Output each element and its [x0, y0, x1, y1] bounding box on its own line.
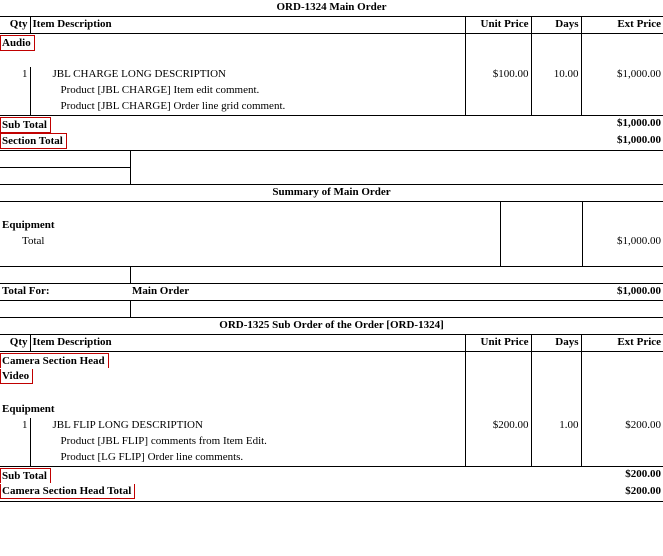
sub-order-header-row — [0, 335, 663, 352]
line-comment: Product [JBL CHARGE] Item edit comment. — [30, 83, 465, 99]
line-comment: Product [JBL FLIP] comments from Item Edit. — [30, 434, 465, 450]
section-total-value: $1,000.00 — [581, 133, 663, 151]
section-total-row — [0, 133, 663, 151]
main-order-group-row — [0, 34, 663, 52]
summary-group-row — [0, 218, 663, 234]
sub-order-equipment-row — [0, 402, 663, 418]
column-header-ext-price: Ext Price — [581, 17, 663, 34]
total-for-row — [0, 284, 663, 301]
spacer-row — [0, 301, 663, 318]
camera-section-head-total-label: Camera Section Head Total — [0, 484, 135, 499]
camera-section-head-label: Camera Section Head — [0, 353, 109, 368]
comment-row — [0, 434, 663, 450]
sub-total-value: $1,000.00 — [617, 117, 661, 129]
line-days: 1.00 — [531, 418, 581, 434]
line-ext-price: $1,000.00 — [581, 67, 663, 83]
sub-total-row — [0, 467, 663, 485]
total-for-value: $1,000.00 — [582, 284, 663, 301]
spacer-row — [0, 202, 663, 219]
main-order-title: ORD-1324 Main Order — [0, 0, 663, 17]
column-header-qty: Qty — [0, 335, 30, 352]
sub-total-row — [0, 116, 663, 134]
comment-row — [0, 99, 663, 116]
line-comment: Product [JBL CHARGE] Order line grid comment. — [30, 99, 465, 116]
sub-order-title-row — [0, 318, 663, 335]
summary-title: Summary of Main Order — [0, 185, 663, 202]
line-qty: 1 — [22, 419, 28, 431]
line-days: 10.00 — [531, 67, 581, 83]
sub-order-equipment-label: Equipment — [2, 403, 55, 415]
line-unit-price: $100.00 — [465, 67, 531, 83]
sub-order-title: ORD-1325 Sub Order of the Order [ORD-1324] — [0, 318, 663, 335]
total-for-block — [0, 267, 663, 318]
spacer-row — [0, 386, 663, 402]
camera-section-head-row — [0, 352, 663, 370]
summary-row-value: $1,000.00 — [617, 235, 662, 247]
total-for-label: Total For: — [0, 284, 130, 301]
summary-section — [0, 185, 663, 267]
total-for-name: Main Order — [130, 284, 500, 301]
table-row — [0, 67, 663, 83]
summary-title-row — [0, 185, 663, 202]
spacer-row — [0, 267, 663, 284]
spacer-row — [0, 168, 663, 185]
camera-section-head-total-value: $200.00 — [581, 484, 663, 502]
line-qty: 1 — [22, 68, 28, 80]
line-unit-price: $200.00 — [465, 418, 531, 434]
line-ext-price: $200.00 — [581, 418, 663, 434]
spacer-grid-block — [0, 151, 663, 185]
line-description: JBL FLIP LONG DESCRIPTION — [30, 418, 465, 434]
main-order-header-row — [0, 17, 663, 34]
column-header-item-description: Item Description — [30, 335, 465, 352]
column-header-unit-price: Unit Price — [465, 17, 531, 34]
camera-section-head-total-row — [0, 484, 663, 502]
sub-total-label: Sub Total — [0, 468, 51, 483]
column-header-item-description: Item Description — [30, 17, 465, 34]
sub-total-value: $200.00 — [625, 468, 662, 480]
section-total-label: Section Total — [0, 133, 67, 149]
column-header-days: Days — [531, 335, 581, 352]
sub-order-section — [0, 318, 663, 502]
summary-total-row — [0, 234, 663, 250]
group-label-video: Video — [0, 369, 33, 384]
spacer-row — [0, 250, 663, 267]
column-header-days: Days — [531, 17, 581, 34]
comment-row — [0, 450, 663, 467]
column-header-unit-price: Unit Price — [465, 335, 531, 352]
table-row — [0, 418, 663, 434]
spacer-row — [0, 151, 663, 168]
summary-group-label: Equipment — [2, 219, 55, 231]
group-label-audio: Audio — [0, 35, 35, 51]
line-comment: Product [LG FLIP] Order line comments. — [30, 450, 465, 467]
comment-row — [0, 83, 663, 99]
line-description: JBL CHARGE LONG DESCRIPTION — [30, 67, 465, 83]
main-order-section — [0, 0, 663, 151]
main-order-title-row — [0, 0, 663, 17]
sub-order-group-row — [0, 369, 663, 386]
summary-row-label: Total — [22, 235, 45, 247]
column-header-qty: Qty — [0, 17, 30, 34]
column-header-ext-price: Ext Price — [581, 335, 663, 352]
sub-total-label: Sub Total — [0, 117, 51, 133]
spacer-row-1 — [0, 51, 663, 67]
